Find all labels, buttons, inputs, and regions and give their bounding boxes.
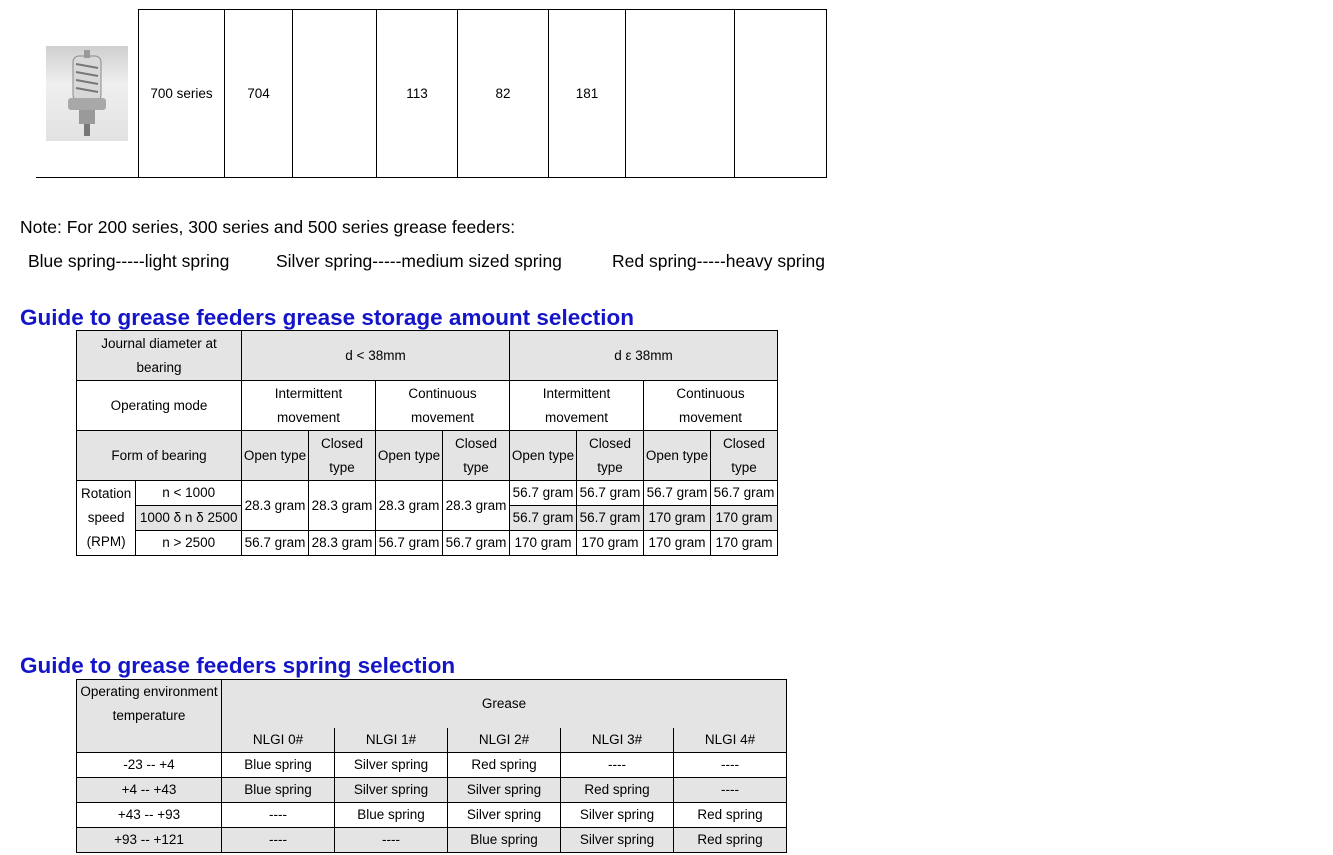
grease-amount: 170 gram <box>644 531 711 556</box>
grease-amount: 28.3 gram <box>443 481 510 531</box>
intermittent-header: Intermittent movement <box>242 381 376 431</box>
blue-spring-note: Blue spring-----light spring <box>28 251 230 271</box>
spring-choice: Blue spring <box>222 753 335 778</box>
spring-choice: Silver spring <box>561 828 674 853</box>
spring-choice: ---- <box>222 803 335 828</box>
d-small-header: d < 38mm <box>242 331 510 381</box>
spring-choice: Silver spring <box>448 778 561 803</box>
grease-amount: 28.3 gram <box>309 531 376 556</box>
red-spring-note: Red spring-----heavy spring <box>612 251 825 271</box>
silver-spring-note: Silver spring-----medium sized spring <box>276 251 562 271</box>
table-row <box>77 778 787 803</box>
grease-amount: 56.7 gram <box>510 481 577 506</box>
temperature-range: +93 -- +121 <box>77 828 222 853</box>
table-row <box>77 828 787 853</box>
storage-table <box>76 330 778 556</box>
form-of-bearing-label: Form of bearing <box>77 431 242 481</box>
series-cell: 700 series <box>139 10 225 178</box>
value-cell: 113 <box>377 10 458 178</box>
product-image-cell <box>36 10 139 178</box>
spring-choice: ---- <box>674 753 787 778</box>
grease-amount: 56.7 gram <box>577 481 644 506</box>
grease-amount: 28.3 gram <box>376 481 443 531</box>
empty-cell <box>293 10 377 178</box>
temperature-range: +43 -- +93 <box>77 803 222 828</box>
env-label-spacer <box>77 728 222 753</box>
empty-cell <box>735 10 827 178</box>
value-cell: 82 <box>458 10 549 178</box>
temperature-range: -23 -- +4 <box>77 753 222 778</box>
closed-type-header: Closed type <box>309 431 376 481</box>
spring-choice: Red spring <box>674 828 787 853</box>
table-row <box>77 481 778 506</box>
spring-choice: Silver spring <box>561 803 674 828</box>
spring-heading: Guide to grease feeders spring selection <box>20 653 456 678</box>
grease-amount: 170 gram <box>711 531 778 556</box>
grease-amount: 56.7 gram <box>577 506 644 531</box>
value-cell: 181 <box>549 10 626 178</box>
spring-table <box>76 679 787 853</box>
spring-choice: Blue spring <box>335 803 448 828</box>
spring-choice: Silver spring <box>335 753 448 778</box>
continuous-header: Continuous movement <box>376 381 510 431</box>
grease-amount: 56.7 gram <box>242 531 309 556</box>
spring-choice: Red spring <box>561 778 674 803</box>
spring-choice: ---- <box>674 778 787 803</box>
speed-range: n < 1000 <box>136 481 242 506</box>
open-type-header: Open type <box>376 431 443 481</box>
table-row <box>77 753 787 778</box>
grease-feeder-image <box>46 46 128 141</box>
spring-choice: ---- <box>561 753 674 778</box>
grease-amount: 170 gram <box>711 506 778 531</box>
grease-feeder-icon <box>46 46 128 141</box>
rotation-speed-label: Rotation speed (RPM) <box>77 481 136 556</box>
table-row <box>77 803 787 828</box>
closed-type-header: Closed type <box>711 431 778 481</box>
grade-header: NLGI 0# <box>222 728 335 753</box>
intermittent-header: Intermittent movement <box>510 381 644 431</box>
grease-amount: 56.7 gram <box>510 506 577 531</box>
grade-header: NLGI 3# <box>561 728 674 753</box>
grease-amount: 28.3 gram <box>242 481 309 531</box>
grease-header: Grease <box>222 680 787 729</box>
spring-choice: Red spring <box>674 803 787 828</box>
product-table <box>36 9 827 178</box>
grade-header: NLGI 1# <box>335 728 448 753</box>
continuous-header: Continuous movement <box>644 381 778 431</box>
table-row <box>36 10 827 178</box>
speed-range: n > 2500 <box>136 531 242 556</box>
grade-header: NLGI 4# <box>674 728 787 753</box>
spring-choice: ---- <box>335 828 448 853</box>
table-row <box>77 728 787 753</box>
journal-label: Journal diameter at bearing <box>77 331 242 381</box>
spring-choice: Silver spring <box>448 803 561 828</box>
grade-header: NLGI 2# <box>448 728 561 753</box>
grease-amount: 170 gram <box>510 531 577 556</box>
table-row <box>77 381 778 431</box>
table-row <box>77 431 778 481</box>
operating-mode-label: Operating mode <box>77 381 242 431</box>
grease-amount: 170 gram <box>644 506 711 531</box>
spring-choice: Silver spring <box>335 778 448 803</box>
grease-amount: 56.7 gram <box>644 481 711 506</box>
spring-choice: Blue spring <box>448 828 561 853</box>
grease-amount: 28.3 gram <box>309 481 376 531</box>
empty-cell <box>626 10 735 178</box>
grease-amount: 56.7 gram <box>443 531 510 556</box>
grease-amount: 56.7 gram <box>711 481 778 506</box>
open-type-header: Open type <box>242 431 309 481</box>
env-label: Operating environment temperature <box>77 680 222 729</box>
spring-choice: Blue spring <box>222 778 335 803</box>
open-type-header: Open type <box>510 431 577 481</box>
spring-choice: ---- <box>222 828 335 853</box>
d-large-header: d ε 38mm <box>510 331 778 381</box>
table-row <box>77 531 778 556</box>
spring-choice: Red spring <box>448 753 561 778</box>
speed-range: 1000 δ n δ 2500 <box>136 506 242 531</box>
closed-type-header: Closed type <box>577 431 644 481</box>
closed-type-header: Closed type <box>443 431 510 481</box>
grease-amount: 56.7 gram <box>376 531 443 556</box>
note-line: Note: For 200 series, 300 series and 500 series grease feeders: <box>20 217 516 237</box>
open-type-header: Open type <box>644 431 711 481</box>
table-row <box>77 331 778 381</box>
temperature-range: +4 -- +43 <box>77 778 222 803</box>
model-cell: 704 <box>225 10 293 178</box>
grease-amount: 170 gram <box>577 531 644 556</box>
storage-heading: Guide to grease feeders grease storage amount selection <box>20 305 634 330</box>
table-row <box>77 680 787 729</box>
